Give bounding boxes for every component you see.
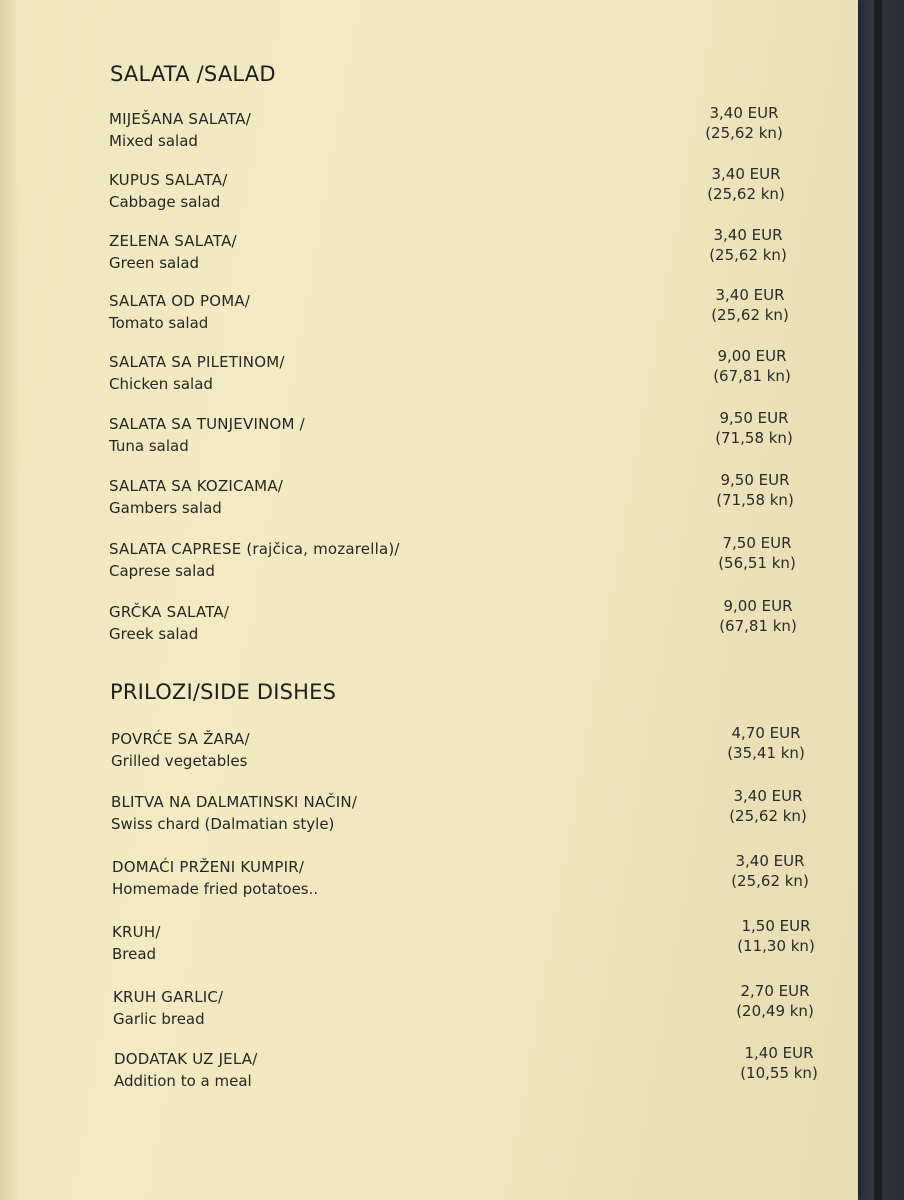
item-price-kn: (25,62 kn) <box>729 807 807 825</box>
menu-item <box>109 471 829 529</box>
item-name-en: Chicken salad <box>109 375 213 393</box>
item-name-en: Grilled vegetables <box>111 752 248 770</box>
item-price-eur: 4,70 EUR <box>731 724 801 742</box>
item-name: GRČKA SALATA/ <box>109 603 230 621</box>
item-name: POVRĆE SA ŽARA/ <box>111 730 250 748</box>
item-price-kn: (10,55 kn) <box>740 1064 818 1082</box>
menu-item <box>109 409 829 467</box>
item-name: DOMAĆI PRŽENI KUMPIR/ <box>112 858 305 876</box>
item-name-en: Garlic bread <box>113 1010 205 1028</box>
item-price-kn: (67,81 kn) <box>713 367 791 385</box>
item-name-en: Tuna salad <box>109 437 189 455</box>
item-price-eur: 7,50 EUR <box>722 534 792 552</box>
menu-item <box>114 1044 834 1102</box>
item-price-kn: (67,81 kn) <box>719 617 797 635</box>
item-price-kn: (56,51 kn) <box>718 554 796 572</box>
menu-item <box>111 787 831 845</box>
item-name: SALATA SA TUNJEVINOM / <box>109 415 305 433</box>
item-price-eur: 9,50 EUR <box>719 409 789 427</box>
item-name: SALATA SA KOZICAMA/ <box>109 477 284 495</box>
item-price-eur: 9,50 EUR <box>720 471 790 489</box>
item-price-eur: 1,40 EUR <box>744 1044 814 1062</box>
item-name: ZELENA SALATA/ <box>109 232 237 250</box>
item-price-eur: 3,40 EUR <box>709 104 779 122</box>
menu-item <box>111 724 831 782</box>
item-price-eur: 2,70 EUR <box>740 982 810 1000</box>
item-name: DODATAK UZ JELA/ <box>114 1050 258 1068</box>
item-name-en: Green salad <box>109 254 200 272</box>
item-name-en: Bread <box>112 945 157 963</box>
item-price-kn: (35,41 kn) <box>727 744 805 762</box>
item-price-kn: (20,49 kn) <box>736 1002 814 1020</box>
item-price-eur: 3,40 EUR <box>711 165 781 183</box>
menu-item <box>109 286 829 344</box>
menu-item <box>109 226 829 284</box>
item-name: KRUH/ <box>112 923 161 941</box>
item-name-en: Homemade fried potatoes.. <box>112 880 319 898</box>
item-name: KUPUS SALATA/ <box>109 171 228 189</box>
menu-item <box>112 917 832 975</box>
item-name-en: Mixed salad <box>109 132 198 150</box>
menu-item <box>109 597 829 655</box>
item-price-kn: (25,62 kn) <box>707 185 785 203</box>
item-price-eur: 3,40 EUR <box>735 852 805 870</box>
item-price-kn: (71,58 kn) <box>716 491 794 509</box>
item-price-kn: (25,62 kn) <box>711 306 789 324</box>
item-price-kn: (71,58 kn) <box>715 429 793 447</box>
menu-item <box>112 852 832 910</box>
item-name: SALATA OD POMA/ <box>109 292 251 310</box>
item-price-kn: (25,62 kn) <box>705 124 783 142</box>
item-name: KRUH GARLIC/ <box>113 988 224 1006</box>
section-title-salad: SALATA /SALAD <box>110 62 276 86</box>
item-name-en: Caprese salad <box>109 562 215 580</box>
item-name-en: Gambers salad <box>109 499 222 517</box>
item-name-en: Tomato salad <box>109 314 209 332</box>
item-price-eur: 9,00 EUR <box>717 347 787 365</box>
item-price-eur: 9,00 EUR <box>723 597 793 615</box>
item-price-kn: (25,62 kn) <box>731 872 809 890</box>
item-price-eur: 3,40 EUR <box>715 286 785 304</box>
item-name-en: Addition to a meal <box>114 1072 252 1090</box>
item-name-en: Swiss chard (Dalmatian style) <box>111 815 335 833</box>
item-name: MIJEŠANA SALATA/ <box>109 110 251 128</box>
item-name: SALATA SA PILETINOM/ <box>109 353 285 371</box>
item-price-eur: 3,40 EUR <box>733 787 803 805</box>
item-price-eur: 3,40 EUR <box>713 226 783 244</box>
section-title-side-dishes: PRILOZI/SIDE DISHES <box>110 680 337 704</box>
page-edge <box>0 0 18 1200</box>
menu-item <box>109 104 829 162</box>
item-name-en: Greek salad <box>109 625 199 643</box>
menu-item <box>113 982 833 1040</box>
item-price-kn: (25,62 kn) <box>709 246 787 264</box>
menu-item <box>109 534 829 592</box>
item-price-kn: (11,30 kn) <box>737 937 815 955</box>
cover-binding <box>874 0 882 1200</box>
item-price-eur: 1,50 EUR <box>741 917 811 935</box>
item-name-en: Cabbage salad <box>109 193 221 211</box>
item-name: BLITVA NA DALMATINSKI NAČIN/ <box>111 793 358 811</box>
item-name: SALATA CAPRESE (rajčica, mozarella)/ <box>109 540 400 558</box>
menu-item <box>109 165 829 223</box>
menu-item <box>109 347 829 405</box>
